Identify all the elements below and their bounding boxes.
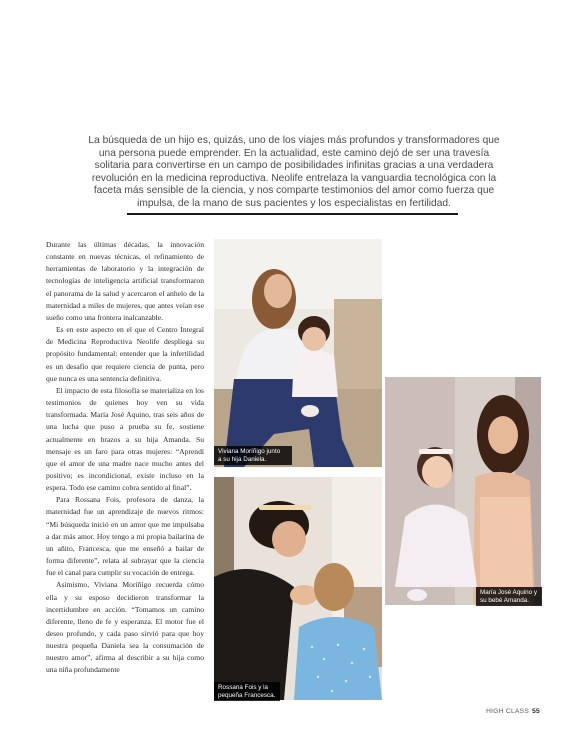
body-paragraph-5: Asimismo, Viviana Moríñigo recuerda cómo ella y su esposo decidieron transformar la incertidumbre en acción. “Tomamos un camino diferente, lleno de fe y esperanza. El motor fue el deseo profundo, y cada paso sirvió para que hoy nuestra pequeña Daniela sea la consumación de nuestro amor”, afirma al describir a su hija como una niña profundamente [46,580,204,675]
body-paragraph-3: El impacto de esta filosofía se materializa en los testimonios de quienes hoy ven su vida transformada. María José Aquino, tras seis años de una lucha que puso a prueba su fe, sostiene actualmente en brazos a su hija Amanda. Su mensaje es un faro para otras mujeres: “Aprendí que el amor de una madre nace mucho antes del positivo; es incondicional, existe incluso en la espera. Todo ese camino cobra sentido al final”. [46,385,204,493]
photo-viviana-daniela [214,239,382,467]
caption-rossana [214,682,280,701]
caption-maria [476,587,542,606]
article-body [46,239,204,677]
caption-viviana [214,446,292,465]
photo-rossana-francesca [214,477,382,700]
body-paragraph-2: Es en este aspecto en el que el Centro Integral de Medicina Reproductiva Neolife despliega su propósito fundamental: entender que la infertilidad es un desafío que requiere ciencia de punta, pero que nunca es una sentencia definitiva. [46,325,204,383]
caption-maria-line-2: su bebé Amanda. [480,596,530,604]
body-paragraph-1: Durante las últimas décadas, la innovación constante en nuevas técnicas, el refinamiento de herramientas de laboratorio y la integración de tecnologías de inteligencia artificial transformaron el panorama de la salud y acercaron el anhelo de la maternidad a miles de mujeres, que antes veían ese sueño como una frontera inalcanzable. [46,240,204,322]
caption-maria-line-1: María José Aquino y [480,589,538,596]
photo-maria-amanda [385,377,541,605]
caption-viviana-line-1: Viviana Moríñigo junto [218,448,281,455]
intro-lead: La búsqueda de un hijo es, quizás, uno de los viajes más profundos y transformadores que una persona puede emprender. En la actualidad, este camino dejó de ser una travesía solitaria para convertirse en un campo de posibilidades infinitas gracias a una verdadera revolución en la medicina reproductiva. Neolife entrelaza la vanguardia tecnológica con la faceta más sensible de la ciencia, y nos comparte testimonios del amor como fuerza que impulsa, de la mano de sus pacientes y los especialistas en fertilidad. [88,135,500,209]
caption-rossana-line-2: pequeña Francesca. [218,691,276,699]
page-number: 55 [532,708,540,715]
body-paragraph-4: Para Rossana Fois, profesora de danza, la maternidad fue un aprendizaje de nuevos ritmos: “Mi búsqueda inició en un amor que me impulsaba a dar más amor. Hoy tengo a mi propia bailarina de un añito, Francesca, que me enseñó a bailar de forma diferente”, relata al subrayar que la ciencia fue el canal para cumplir su vocación de entrega. [46,495,204,578]
caption-rossana-line-1: Rossana Fois y la [218,684,269,691]
page-folio [486,708,540,715]
divider-rule [127,213,458,215]
magazine-name: HIGH CLASS [486,708,530,715]
caption-viviana-line-2: a su hija Daniela. [218,455,267,463]
